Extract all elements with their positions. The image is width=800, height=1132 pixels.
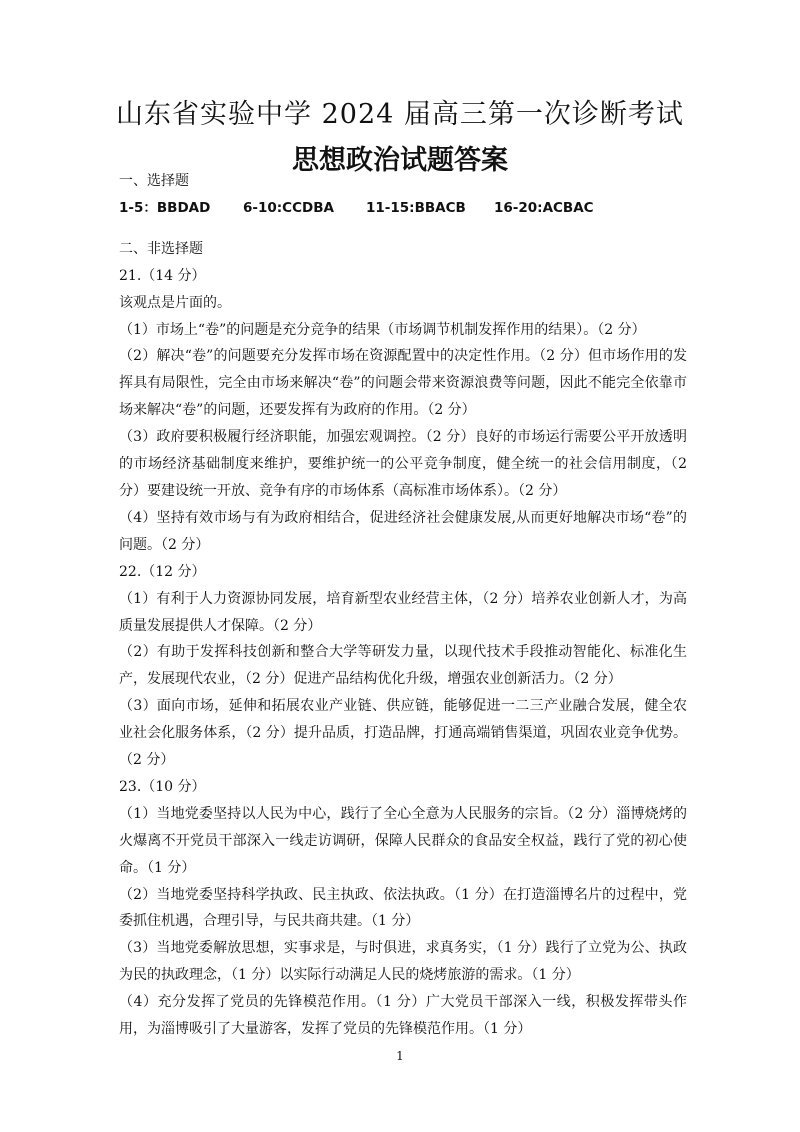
page-subtitle: 思想政治试题答案 xyxy=(292,145,508,176)
answer-paragraph: （3）当地党委解放思想，实事求是，与时俱进，求真务实，（1 分）践行了立党为公、执政为民的执政理念，（1 分）以实际行动满足人民的烧烤旅游的需求。（1 分） xyxy=(119,940,687,984)
section-heading-choice: 一、选择题 xyxy=(119,173,189,189)
answer-paragraph: 该观点是片面的。 xyxy=(119,294,231,311)
answer-paragraph: （1）当地党委坚持以人民为中心，践行了全心全意为人民服务的宗旨。（2 分）淄博烧烤的火爆离不开党员干部深入一线走访调研，保障人民群众的食品安全权益，践行了党的初心使命。（1 分） xyxy=(119,805,687,876)
choice-answer-group: 1-5：BBDAD xyxy=(119,199,211,216)
question-label-21: 21.（14 分） xyxy=(119,267,206,284)
page-title: 山东省实验中学 2024 届高三第一次诊断考试 xyxy=(116,99,684,130)
answer-paragraph: （4）坚持有效市场与有为政府相结合，促进经济社会健康发展,从而更好地解决市场“卷”的问题。（2 分） xyxy=(119,509,687,553)
choice-answer-group: 11-15:BBACB xyxy=(366,199,466,216)
answer-paragraph: （3）政府要积极履行经济职能，加强宏观调控。（2 分）良好的市场运行需要公平开放透明的市场经济基础制度来维护，要维护统一的公平竞争制度，健全统一的社会信用制度，（2 分）要建设统一开放、竞争有序的市场体系（高标准市场体系）。（2 分） xyxy=(119,429,687,499)
answer-paragraph: （3）面向市场，延伸和拓展农业产业链、供应链，能够促进一二三产业融合发展，健全农业社会化服务体系，（2 分）提升品质，打造品牌，打通高端销售渠道，巩固农业竞争优势。（2 分） xyxy=(119,698,687,769)
choice-answers-row xyxy=(119,195,687,222)
question-label-22: 22.（12 分） xyxy=(119,563,206,580)
answer-paragraph: （2）有助于发挥科技创新和整合大学等研发力量，以现代技术手段推动智能化、标准化生产，发展现代农业，（2 分）促进产品结构优化升级，增强农业创新活力。（2 分） xyxy=(119,644,687,688)
answer-paragraph: （1）有利于人力资源协同发展，培育新型农业经营主体，（2 分）培养农业创新人才，为高质量发展提供人才保障。（2 分） xyxy=(119,590,687,634)
choice-answer-group: 6-10:CCDBA xyxy=(243,199,334,216)
answer-content xyxy=(119,168,687,1043)
choice-answer-group: 16-20:ACBAC xyxy=(494,199,594,216)
page-number: 1 xyxy=(396,1049,404,1063)
question-label-23: 23.（10 分） xyxy=(119,778,206,795)
answer-paragraph: （2）解决“卷”的问题要充分发挥市场在资源配置中的决定性作用。（2 分）但市场作用的发挥具有局限性，完全由市场来解决“卷”的问题会带来资源浪费等问题，因此不能完全依靠市场来解决“卷”的问题，还要发挥有为政府的作用。（2 分） xyxy=(119,348,687,419)
section-heading-nonchoice: 二、非选择题 xyxy=(119,240,203,257)
answer-paragraph: （4）充分发挥了党员的先锋模范作用。（1 分）广大党员干部深入一线，积极发挥带头作用，为淄博吸引了大量游客，发挥了党员的先锋模范作用。（1 分） xyxy=(119,994,687,1038)
answer-paragraph: （2）当地党委坚持科学执政、民主执政、依法执政。（1 分）在打造淄博名片的过程中，党委抓住机遇，合理引导，与民共商共建。（1 分） xyxy=(119,886,687,930)
answer-paragraph: （1）市场上“卷”的问题是充分竞争的结果（市场调节机制发挥作用的结果）。（2 分） xyxy=(119,321,646,338)
